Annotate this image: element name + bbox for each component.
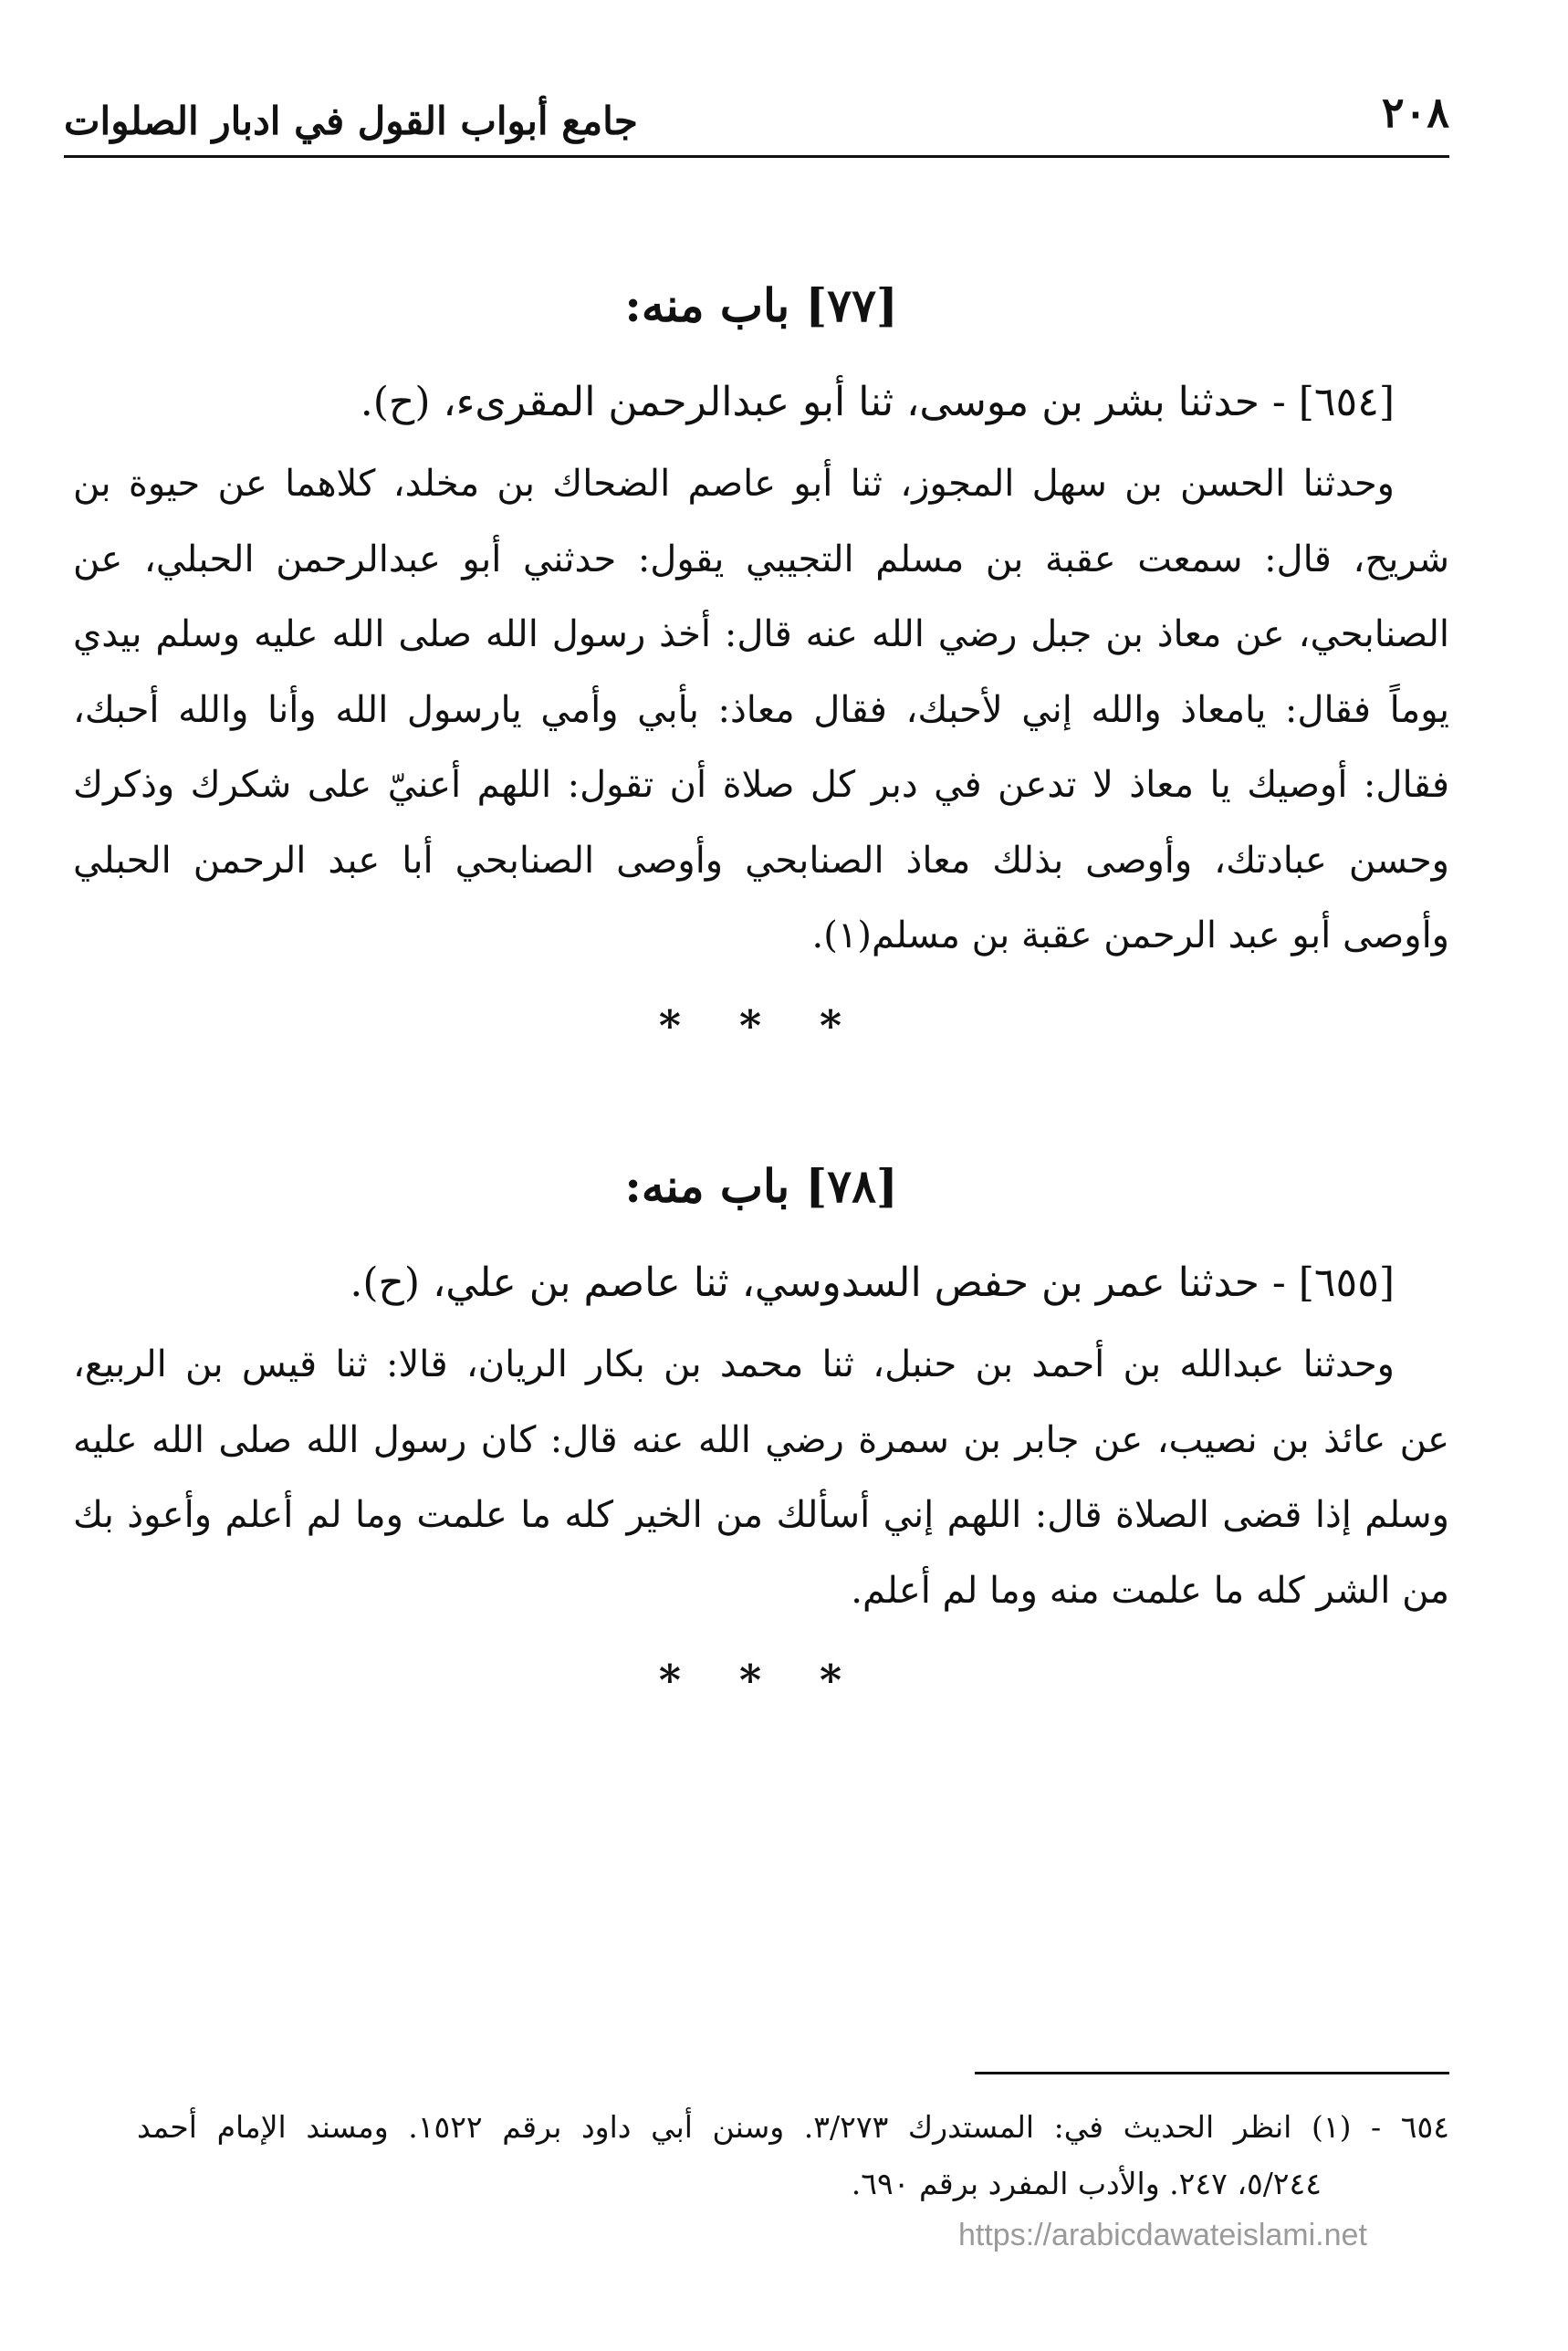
running-header	[64, 82, 1449, 158]
text-line: فقال: أوصيك يا معاذ لا تدعن في دبر كل صلاة أن تقول: اللهم أعنيّ على شكرك وذكرك	[73, 764, 1449, 806]
text-line: الصنابحي، عن معاذ بن جبل رضي الله عنه قال: أخذ رسول الله صلى الله عليه وسلم بيدي	[73, 613, 1449, 655]
section-separator: * * *	[658, 1656, 864, 1705]
footnote-divider	[975, 2072, 1449, 2074]
footnote-line: ٦٥٤ - (١) انظر الحديث في: المستدرك ٣/٢٧٣. وسنن أبي داود برقم ١٥٢٢. ومسند الإمام أحمد	[137, 2109, 1449, 2145]
footnote-line: ٥/٢٤٤، ٢٤٧. والأدب المفرد برقم ٦٩٠.	[851, 2166, 1322, 2201]
chapter-heading: [٧٨] باب منه:	[624, 1159, 898, 1213]
chapter-section	[73, 278, 1449, 1050]
text-line: وأوصى أبو عبد الرحمن عقبة بن مسلم(١).	[811, 914, 1449, 956]
text-line: شريح، قال: سمعت عقبة بن مسلم التجيبي يقول: حدثني أبو عبدالرحمن الحبلي، عن	[73, 538, 1449, 580]
page-number: ٢٠٨	[1381, 88, 1449, 137]
chapter-section	[73, 1159, 1449, 1705]
text-line: عن عائذ بن نصيب، عن جابر بن سمرة رضي الله عنه قال: كان رسول الله صلى الله عليه	[73, 1418, 1449, 1461]
source-watermark: https://arabicdawateislami.net	[958, 2218, 1367, 2252]
chapter-heading: [٧٧] باب منه:	[624, 278, 898, 332]
hadith-text	[73, 1327, 1449, 1628]
hadith-text	[73, 446, 1449, 974]
text-line: وسلم إذا قضى الصلاة قال: اللهم إني أسألك من الخير كله ما علمت وما لم أعلم وأعوذ بك	[73, 1494, 1449, 1536]
text-line: وحدثنا الحسن بن سهل المجوز، ثنا أبو عاصم الضحاك بن مخلد، كلاهما عن حيوة بن	[73, 463, 1395, 505]
running-title: جامع أبواب القول في ادبار الصلوات	[64, 99, 638, 143]
section-separator: * * *	[658, 1000, 864, 1050]
text-line: يوماً فقال: يامعاذ والله إني لأحبك، فقال معاذ: بأبي وأمي يارسول الله وأنا والله أحبك،	[73, 688, 1449, 731]
text-line: وحسن عبادتك، وأوصى بذلك معاذ الصنابحي وأوصى الصنابحي أبا عبد الرحمن الحبلي	[73, 839, 1449, 882]
hadith-isnad-first-line: [٦٥٥] - حدثنا عمر بن حفص السدوسي، ثنا عاصم بن علي، (ح).	[350, 1259, 1395, 1306]
hadith-isnad-first-line: [٦٥٤] - حدثنا بشر بن موسى، ثنا أبو عبدالرحمن المقرىء، (ح).	[360, 379, 1395, 425]
text-line: من الشر كله ما علمت منه وما لم أعلم.	[851, 1569, 1449, 1612]
text-line: وحدثنا عبدالله بن أحمد بن حنبل، ثنا محمد بن بكار الريان، قالا: ثنا قيس بن الربيع،	[73, 1343, 1395, 1385]
footnotes	[137, 2099, 1449, 2212]
